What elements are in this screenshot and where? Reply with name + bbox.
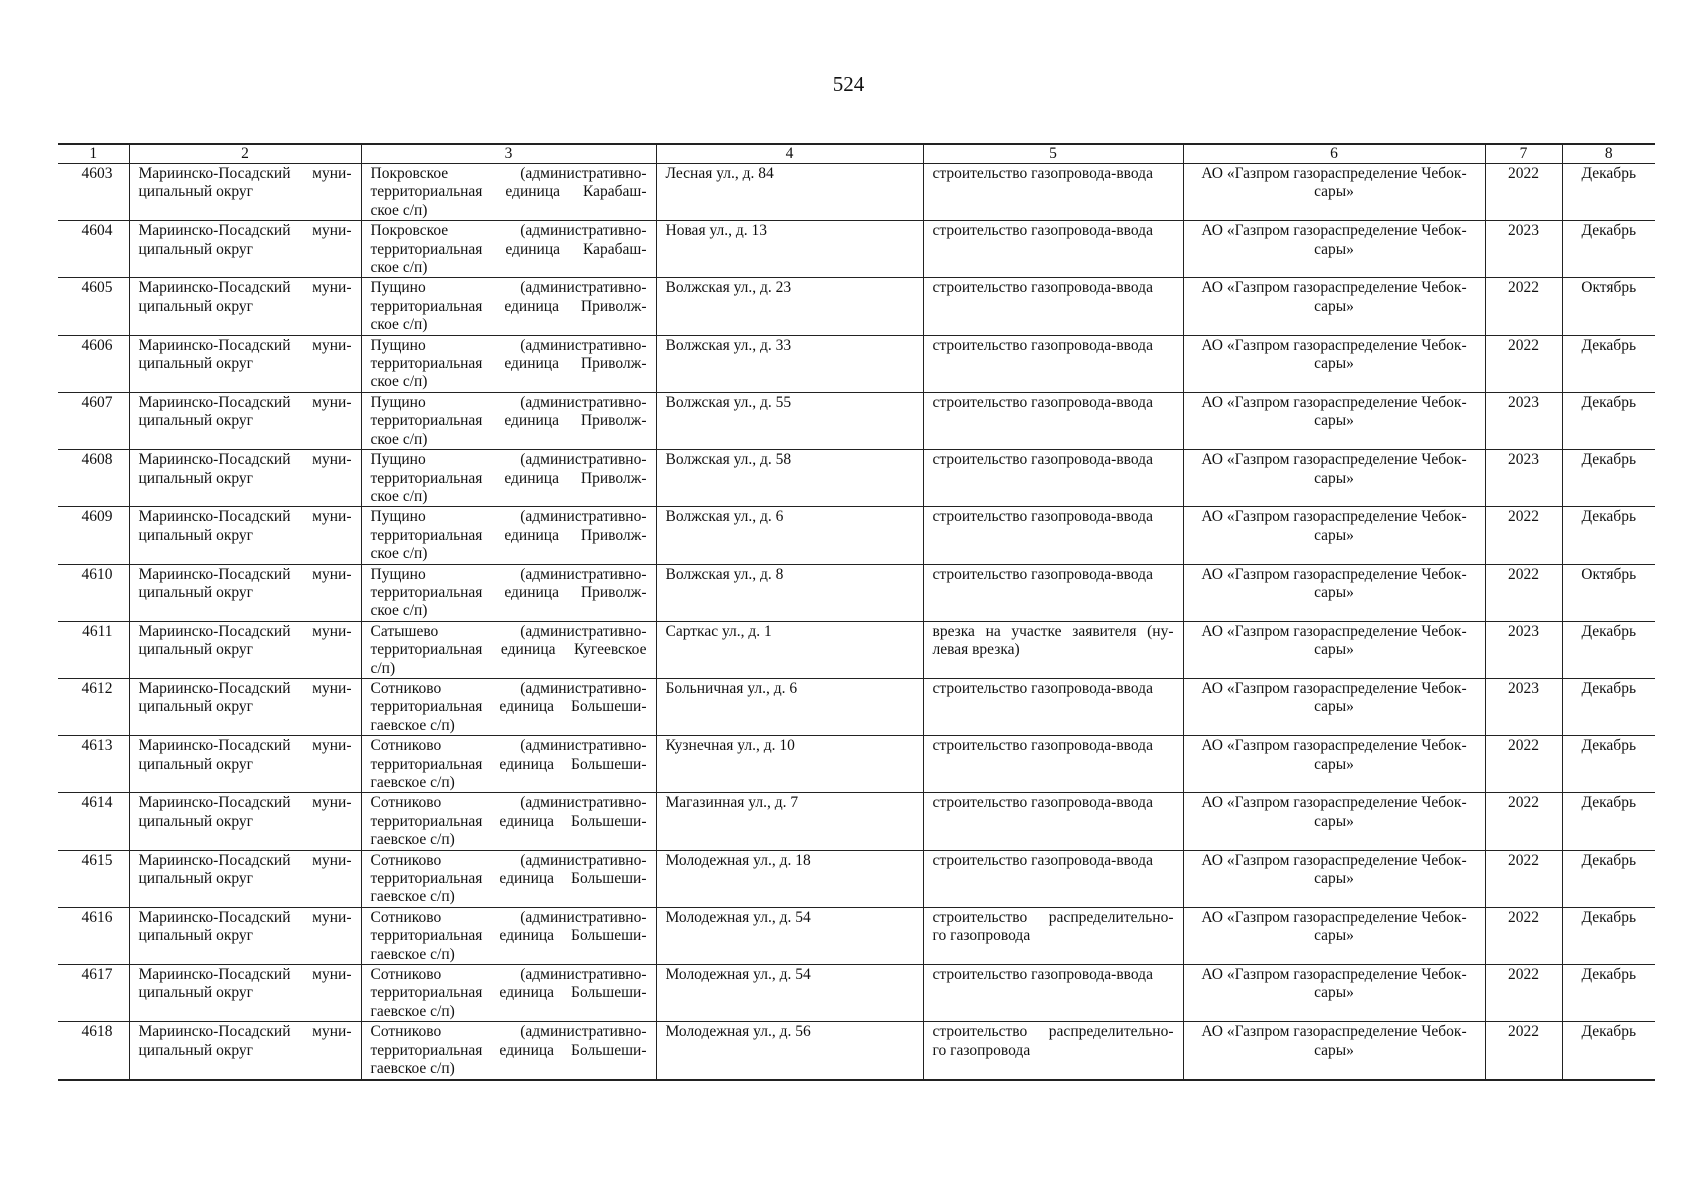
cell-line: сары» <box>1314 812 1354 830</box>
locality-cell <box>361 221 656 278</box>
cell-line: Пущино (административно- <box>370 508 647 526</box>
cell-line: сары» <box>1314 183 1354 201</box>
cell-line: строительство газопровода-ввода <box>932 737 1153 755</box>
organization-cell <box>1183 965 1485 1022</box>
row-number-cell: 4611 <box>58 621 129 678</box>
locality-cell <box>361 793 656 850</box>
work-type-cell <box>923 1022 1183 1080</box>
cell-line: Мариинско-Посадский муни- <box>138 966 352 984</box>
cell-line: ципальный округ <box>138 641 254 659</box>
page-number: 524 <box>832 72 865 96</box>
year-cell: 2023 <box>1485 221 1562 278</box>
cell-line: гаевское с/п) <box>370 1002 455 1020</box>
table-row <box>58 564 1655 621</box>
year-cell: 2022 <box>1485 793 1562 850</box>
cell-line: строительство распределительно- <box>932 1023 1174 1041</box>
cell-line: Мариинско-Посадский муни- <box>138 279 352 297</box>
data-table <box>58 143 1655 1081</box>
cell-line: Мариинско-Посадский муни- <box>138 222 352 240</box>
cell-line: АО «Газпром газораспределение Чебок- <box>1201 279 1467 297</box>
cell-line: ципальный округ <box>138 412 254 430</box>
month-cell: Декабрь <box>1562 736 1655 793</box>
cell-line: ципальный округ <box>138 1041 254 1059</box>
cell-line: сары» <box>1314 469 1354 487</box>
cell-line: Мариинско-Посадский муни- <box>138 165 352 182</box>
cell-line: сары» <box>1314 984 1354 1002</box>
locality-cell <box>361 736 656 793</box>
organization-cell <box>1183 450 1485 507</box>
work-type-cell <box>923 678 1183 735</box>
cell-line: территориальная единица Большеши- <box>370 984 647 1002</box>
cell-line: ское с/п) <box>370 487 428 505</box>
organization-cell <box>1183 621 1485 678</box>
month-cell: Декабрь <box>1562 1022 1655 1080</box>
cell-line: сары» <box>1314 698 1354 716</box>
cell-line: Мариинско-Посадский муни- <box>138 851 352 869</box>
cell-line: Сотниково (административно- <box>370 966 647 984</box>
locality-cell <box>361 164 656 221</box>
cell-line: Пущино (административно- <box>370 393 647 411</box>
cell-line: Сотниково (административно- <box>370 794 647 812</box>
row-number-cell: 4610 <box>58 564 129 621</box>
organization-cell <box>1183 278 1485 335</box>
cell-line: строительство газопровода-ввода <box>932 165 1153 182</box>
month-cell: Октябрь <box>1562 564 1655 621</box>
locality-cell <box>361 907 656 964</box>
year-cell: 2022 <box>1485 278 1562 335</box>
cell-line: Мариинско-Посадский муни- <box>138 565 352 583</box>
cell-line: строительство газопровода-ввода <box>932 794 1153 812</box>
year-cell: 2022 <box>1485 507 1562 564</box>
row-number-cell: 4603 <box>58 164 129 221</box>
locality-cell <box>361 278 656 335</box>
organization-cell <box>1183 736 1485 793</box>
cell-line: строительство газопровода-ввода <box>932 451 1153 469</box>
work-type-cell <box>923 907 1183 964</box>
year-cell: 2022 <box>1485 564 1562 621</box>
cell-line: АО «Газпром газораспределение Чебок- <box>1201 622 1467 640</box>
address-cell: Молодежная ул., д. 54 <box>656 907 923 964</box>
organization-cell <box>1183 850 1485 907</box>
cell-line: территориальная единица Большеши- <box>370 755 647 773</box>
month-cell: Декабрь <box>1562 850 1655 907</box>
cell-line: территориальная единица Карабаш- <box>370 183 647 201</box>
work-type-cell <box>923 621 1183 678</box>
district-cell <box>129 907 361 964</box>
organization-cell <box>1183 1022 1485 1080</box>
column-header: 4 <box>656 144 923 164</box>
cell-line: ципальный округ <box>138 355 254 373</box>
year-cell: 2023 <box>1485 678 1562 735</box>
row-number-cell: 4604 <box>58 221 129 278</box>
month-cell: Декабрь <box>1562 678 1655 735</box>
cell-line: строительство газопровода-ввода <box>932 851 1153 869</box>
cell-line: гаевское с/п) <box>370 774 455 791</box>
month-cell: Октябрь <box>1562 278 1655 335</box>
cell-line: го газопровода <box>932 1041 1031 1059</box>
cell-line: АО «Газпром газораспределение Чебок- <box>1201 393 1467 411</box>
cell-line: ципальный округ <box>138 297 254 315</box>
cell-line: гаевское с/п) <box>370 1060 455 1078</box>
address-cell: Волжская ул., д. 55 <box>656 392 923 449</box>
cell-line: гаевское с/п) <box>370 716 455 734</box>
year-cell: 2022 <box>1485 907 1562 964</box>
month-cell: Декабрь <box>1562 335 1655 392</box>
table-row <box>58 164 1655 221</box>
month-cell: Декабрь <box>1562 907 1655 964</box>
cell-line: ципальный округ <box>138 755 254 773</box>
cell-line: ское с/п) <box>370 373 428 391</box>
cell-line: Мариинско-Посадский муни- <box>138 336 352 354</box>
cell-line: сары» <box>1314 297 1354 315</box>
cell-line: АО «Газпром газораспределение Чебок- <box>1201 908 1467 926</box>
row-number-cell: 4617 <box>58 965 129 1022</box>
cell-line: АО «Газпром газораспределение Чебок- <box>1201 165 1467 182</box>
cell-line: Пущино (административно- <box>370 336 647 354</box>
cell-line: АО «Газпром газораспределение Чебок- <box>1201 565 1467 583</box>
district-cell <box>129 736 361 793</box>
column-header: 1 <box>58 144 129 164</box>
cell-line: территориальная единица Приволж- <box>370 469 647 487</box>
cell-line: сары» <box>1314 1041 1354 1059</box>
cell-line: ципальный округ <box>138 812 254 830</box>
district-cell <box>129 392 361 449</box>
address-cell: Волжская ул., д. 6 <box>656 507 923 564</box>
locality-cell <box>361 335 656 392</box>
cell-line: АО «Газпром газораспределение Чебок- <box>1201 794 1467 812</box>
column-header: 6 <box>1183 144 1485 164</box>
work-type-cell <box>923 221 1183 278</box>
locality-cell <box>361 1022 656 1080</box>
cell-line: гаевское с/п) <box>370 888 455 906</box>
cell-line: ское с/п) <box>370 430 428 448</box>
cell-line: левая врезка) <box>932 641 1020 659</box>
address-cell: Сарткас ул., д. 1 <box>656 621 923 678</box>
column-header: 8 <box>1562 144 1655 164</box>
address-cell: Кузнечная ул., д. 10 <box>656 736 923 793</box>
organization-cell <box>1183 678 1485 735</box>
year-cell: 2022 <box>1485 1022 1562 1080</box>
cell-line: Мариинско-Посадский муни- <box>138 679 352 697</box>
cell-line: АО «Газпром газораспределение Чебок- <box>1201 737 1467 755</box>
cell-line: АО «Газпром газораспределение Чебок- <box>1201 222 1467 240</box>
cell-line: Покровское (административно- <box>370 222 647 240</box>
table-row <box>58 965 1655 1022</box>
header-row <box>58 144 1655 164</box>
cell-line: Мариинско-Посадский муни- <box>138 794 352 812</box>
cell-line: территориальная единица Приволж- <box>370 583 647 601</box>
cell-line: строительство газопровода-ввода <box>932 336 1153 354</box>
cell-line: Сотниково (административно- <box>370 679 647 697</box>
month-cell: Декабрь <box>1562 793 1655 850</box>
district-cell <box>129 164 361 221</box>
table-row <box>58 850 1655 907</box>
year-cell: 2023 <box>1485 450 1562 507</box>
cell-line: АО «Газпром газораспределение Чебок- <box>1201 508 1467 526</box>
cell-line: сары» <box>1314 583 1354 601</box>
district-cell <box>129 278 361 335</box>
district-cell <box>129 793 361 850</box>
cell-line: Мариинско-Посадский муни- <box>138 451 352 469</box>
table-row <box>58 907 1655 964</box>
cell-line: АО «Газпром газораспределение Чебок- <box>1201 451 1467 469</box>
row-number-cell: 4618 <box>58 1022 129 1080</box>
cell-line: с/п) <box>370 659 396 677</box>
locality-cell <box>361 621 656 678</box>
table-row <box>58 335 1655 392</box>
table-row <box>58 278 1655 335</box>
row-number-cell: 4614 <box>58 793 129 850</box>
cell-line: Мариинско-Посадский муни- <box>138 908 352 926</box>
organization-cell <box>1183 507 1485 564</box>
locality-cell <box>361 850 656 907</box>
month-cell: Декабрь <box>1562 965 1655 1022</box>
cell-line: территориальная единица Приволж- <box>370 526 647 544</box>
locality-cell <box>361 678 656 735</box>
cell-line: Сатышево (административно- <box>370 622 647 640</box>
locality-cell <box>361 564 656 621</box>
cell-line: территориальная единица Большеши- <box>370 927 647 945</box>
address-cell: Волжская ул., д. 33 <box>656 335 923 392</box>
locality-cell <box>361 507 656 564</box>
work-type-cell <box>923 507 1183 564</box>
cell-line: территориальная единица Большеши- <box>370 812 647 830</box>
cell-line: строительство газопровода-ввода <box>932 508 1153 526</box>
cell-line: территориальная единица Большеши- <box>370 870 647 888</box>
organization-cell <box>1183 793 1485 850</box>
cell-line: ское с/п) <box>370 259 428 277</box>
cell-line: сары» <box>1314 355 1354 373</box>
address-cell: Молодежная ул., д. 56 <box>656 1022 923 1080</box>
table-row <box>58 1022 1655 1080</box>
month-cell: Декабрь <box>1562 392 1655 449</box>
cell-line: Пущино (административно- <box>370 279 647 297</box>
cell-line: ципальный округ <box>138 984 254 1002</box>
cell-line: Мариинско-Посадский муни- <box>138 622 352 640</box>
organization-cell <box>1183 907 1485 964</box>
address-cell: Волжская ул., д. 23 <box>656 278 923 335</box>
cell-line: Мариинско-Посадский муни- <box>138 1023 352 1041</box>
cell-line: ское с/п) <box>370 602 428 620</box>
cell-line: Мариинско-Посадский муни- <box>138 737 352 755</box>
cell-line: сары» <box>1314 927 1354 945</box>
work-type-cell <box>923 450 1183 507</box>
cell-line: ципальный округ <box>138 698 254 716</box>
cell-line: АО «Газпром газораспределение Чебок- <box>1201 679 1467 697</box>
work-type-cell <box>923 392 1183 449</box>
district-cell <box>129 335 361 392</box>
month-cell: Декабрь <box>1562 164 1655 221</box>
cell-line: Сотниково (административно- <box>370 908 647 926</box>
column-header: 7 <box>1485 144 1562 164</box>
cell-line: ципальный округ <box>138 927 254 945</box>
address-cell: Волжская ул., д. 8 <box>656 564 923 621</box>
district-cell <box>129 564 361 621</box>
cell-line: сары» <box>1314 641 1354 659</box>
cell-line: сары» <box>1314 755 1354 773</box>
address-cell: Новая ул., д. 13 <box>656 221 923 278</box>
cell-line: Сотниково (административно- <box>370 737 647 755</box>
cell-line: строительство газопровода-ввода <box>932 966 1153 984</box>
table-row <box>58 221 1655 278</box>
cell-line: Сотниково (административно- <box>370 851 647 869</box>
year-cell: 2022 <box>1485 164 1562 221</box>
table-row <box>58 450 1655 507</box>
cell-line: Сотниково (административно- <box>370 1023 647 1041</box>
row-number-cell: 4615 <box>58 850 129 907</box>
work-type-cell <box>923 278 1183 335</box>
cell-line: территориальная единица Приволж- <box>370 355 647 373</box>
cell-line: ское с/п) <box>370 316 428 334</box>
column-header: 3 <box>361 144 656 164</box>
cell-line: территориальная единица Кугеевское <box>370 641 647 659</box>
row-number-cell: 4612 <box>58 678 129 735</box>
column-header: 5 <box>923 144 1183 164</box>
organization-cell <box>1183 392 1485 449</box>
address-cell: Лесная ул., д. 84 <box>656 164 923 221</box>
district-cell <box>129 621 361 678</box>
cell-line: сары» <box>1314 412 1354 430</box>
organization-cell <box>1183 164 1485 221</box>
cell-line: ципальный округ <box>138 183 254 201</box>
cell-line: АО «Газпром газораспределение Чебок- <box>1201 966 1467 984</box>
cell-line: строительство распределительно- <box>932 908 1174 926</box>
district-cell <box>129 1022 361 1080</box>
year-cell: 2022 <box>1485 736 1562 793</box>
address-cell: Больничная ул., д. 6 <box>656 678 923 735</box>
column-header: 2 <box>129 144 361 164</box>
cell-line: ципальный округ <box>138 583 254 601</box>
work-type-cell <box>923 564 1183 621</box>
month-cell: Декабрь <box>1562 450 1655 507</box>
cell-line: территориальная единица Приволж- <box>370 412 647 430</box>
year-cell: 2022 <box>1485 850 1562 907</box>
address-cell: Волжская ул., д. 58 <box>656 450 923 507</box>
cell-line: строительство газопровода-ввода <box>932 565 1153 583</box>
table-row <box>58 621 1655 678</box>
cell-line: гаевское с/п) <box>370 831 455 849</box>
district-cell <box>129 850 361 907</box>
cell-line: строительство газопровода-ввода <box>932 279 1153 297</box>
work-type-cell <box>923 793 1183 850</box>
cell-line: Покровское (административно- <box>370 165 647 182</box>
locality-cell <box>361 450 656 507</box>
cell-line: ципальный округ <box>138 469 254 487</box>
cell-line: территориальная единица Большеши- <box>370 1041 647 1059</box>
cell-line: ципальный округ <box>138 870 254 888</box>
cell-line: Мариинско-Посадский муни- <box>138 393 352 411</box>
address-cell: Молодежная ул., д. 54 <box>656 965 923 1022</box>
table-row <box>58 507 1655 564</box>
cell-line: строительство газопровода-ввода <box>932 679 1153 697</box>
cell-line: гаевское с/п) <box>370 945 455 963</box>
cell-line: АО «Газпром газораспределение Чебок- <box>1201 1023 1467 1041</box>
row-number-cell: 4606 <box>58 335 129 392</box>
district-cell <box>129 965 361 1022</box>
cell-line: территориальная единица Приволж- <box>370 297 647 315</box>
cell-line: строительство газопровода-ввода <box>932 222 1153 240</box>
table-row <box>58 793 1655 850</box>
month-cell: Декабрь <box>1562 221 1655 278</box>
cell-line: строительство газопровода-ввода <box>932 393 1153 411</box>
month-cell: Декабрь <box>1562 621 1655 678</box>
cell-line: сары» <box>1314 526 1354 544</box>
table-row <box>58 678 1655 735</box>
locality-cell <box>361 392 656 449</box>
row-number-cell: 4613 <box>58 736 129 793</box>
row-number-cell: 4607 <box>58 392 129 449</box>
work-type-cell <box>923 850 1183 907</box>
work-type-cell <box>923 164 1183 221</box>
cell-line: Мариинско-Посадский муни- <box>138 508 352 526</box>
organization-cell <box>1183 564 1485 621</box>
table-row <box>58 736 1655 793</box>
cell-line: территориальная единица Большеши- <box>370 698 647 716</box>
district-cell <box>129 678 361 735</box>
row-number-cell: 4616 <box>58 907 129 964</box>
district-cell <box>129 507 361 564</box>
cell-line: го газопровода <box>932 927 1031 945</box>
cell-line: ципальный округ <box>138 526 254 544</box>
cell-line: сары» <box>1314 240 1354 258</box>
cell-line: территориальная единица Карабаш- <box>370 240 647 258</box>
locality-cell <box>361 965 656 1022</box>
row-number-cell: 4605 <box>58 278 129 335</box>
organization-cell <box>1183 335 1485 392</box>
year-cell: 2023 <box>1485 621 1562 678</box>
cell-line: АО «Газпром газораспределение Чебок- <box>1201 336 1467 354</box>
work-type-cell <box>923 335 1183 392</box>
row-number-cell: 4609 <box>58 507 129 564</box>
address-cell: Магазинная ул., д. 7 <box>656 793 923 850</box>
cell-line: АО «Газпром газораспределение Чебок- <box>1201 851 1467 869</box>
month-cell: Декабрь <box>1562 507 1655 564</box>
year-cell: 2022 <box>1485 965 1562 1022</box>
district-cell <box>129 450 361 507</box>
work-type-cell <box>923 965 1183 1022</box>
cell-line: врезка на участке заявителя (ну- <box>932 622 1174 640</box>
cell-line: Пущино (административно- <box>370 565 647 583</box>
year-cell: 2023 <box>1485 392 1562 449</box>
year-cell: 2022 <box>1485 335 1562 392</box>
table-row <box>58 392 1655 449</box>
cell-line: ципальный округ <box>138 240 254 258</box>
cell-line: сары» <box>1314 870 1354 888</box>
district-cell <box>129 221 361 278</box>
cell-line: ское с/п) <box>370 201 428 219</box>
address-cell: Молодежная ул., д. 18 <box>656 850 923 907</box>
cell-line: ское с/п) <box>370 545 428 563</box>
cell-line: Пущино (административно- <box>370 451 647 469</box>
work-type-cell <box>923 736 1183 793</box>
row-number-cell: 4608 <box>58 450 129 507</box>
organization-cell <box>1183 221 1485 278</box>
